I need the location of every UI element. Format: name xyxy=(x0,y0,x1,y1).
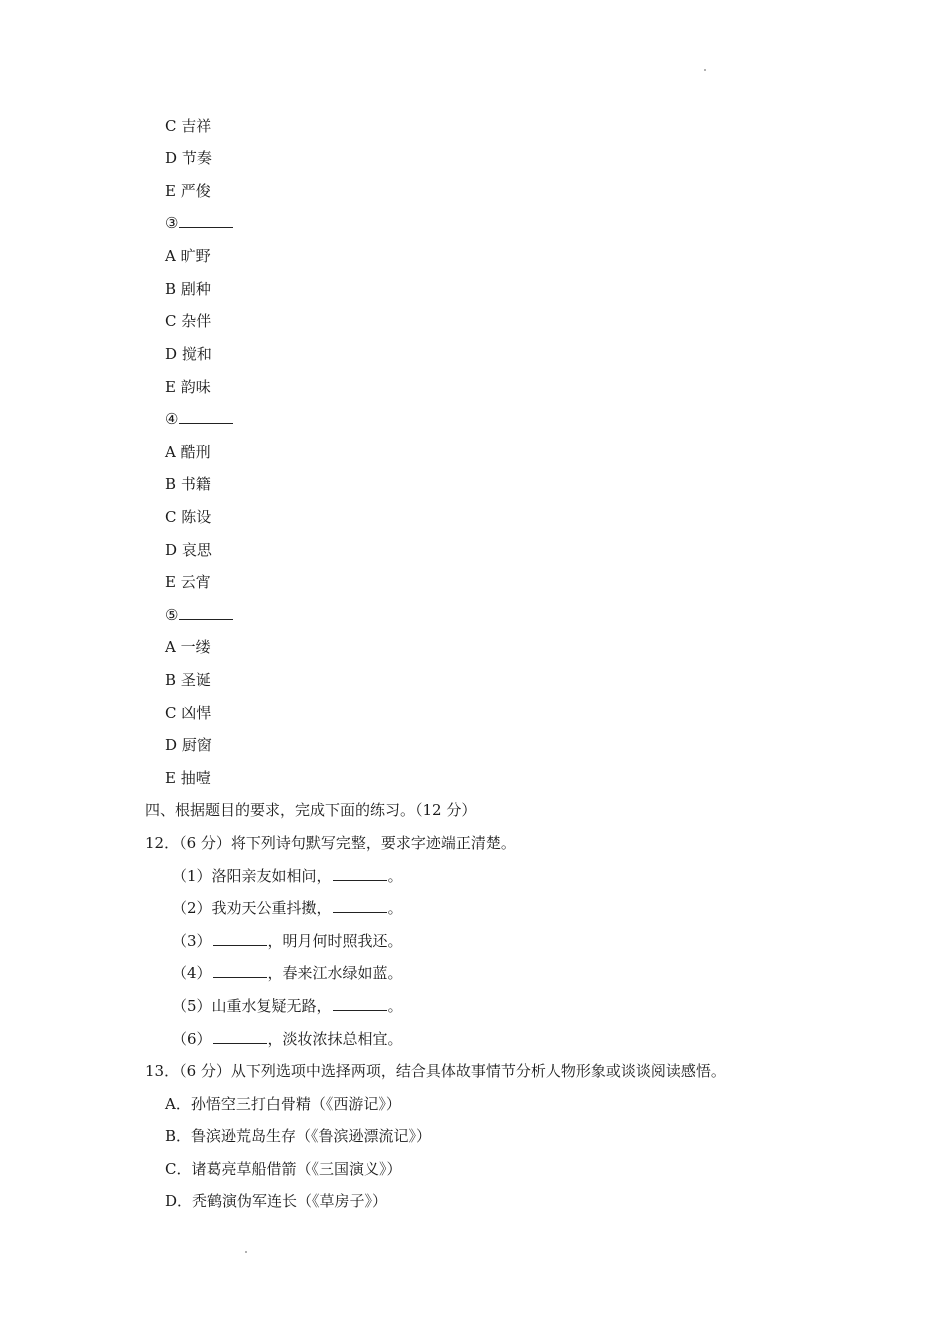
option-c: C 吉祥 xyxy=(165,117,212,135)
option-a: A 一缕 xyxy=(165,638,211,656)
option-b: B 剧种 xyxy=(165,280,211,298)
answer-blank[interactable] xyxy=(333,866,387,881)
option-c: C 陈设 xyxy=(165,508,212,526)
option-e: E 云宵 xyxy=(165,573,211,591)
question-12-stem: 12．（6 分）将下列诗句默写完整，要求字迹端正清楚。 xyxy=(145,834,516,852)
scan-speck xyxy=(704,69,706,71)
poem-line-5: （5）山重水复疑无路， 。 xyxy=(172,997,403,1015)
group-3-marker: ③ xyxy=(165,213,234,233)
option-a: A 酷刑 xyxy=(165,443,211,461)
answer-blank[interactable] xyxy=(213,963,267,978)
answer-blank[interactable] xyxy=(179,213,233,228)
answer-blank[interactable] xyxy=(213,931,267,946)
option-d: D 搅和 xyxy=(165,345,212,363)
group-4-marker: ④ xyxy=(165,409,234,429)
answer-blank[interactable] xyxy=(333,898,387,913)
scan-speck xyxy=(245,1251,247,1253)
option-e: E 抽噎 xyxy=(165,769,211,787)
poem-line-2: （2）我劝天公重抖擞， 。 xyxy=(172,899,403,917)
option-b: B 圣诞 xyxy=(165,671,211,689)
poem-line-6: （6） ，淡妆浓抹总相宜。 xyxy=(172,1030,403,1048)
option-c: C 凶悍 xyxy=(165,704,212,722)
group-5-marker: ⑤ xyxy=(165,605,234,625)
option-d: D 哀思 xyxy=(165,541,212,559)
answer-blank[interactable] xyxy=(179,409,233,424)
answer-blank[interactable] xyxy=(213,1029,267,1044)
choice-a: A．孙悟空三打白骨精（《西游记》） xyxy=(165,1095,401,1113)
option-b: B 书籍 xyxy=(165,475,211,493)
option-d: D 节奏 xyxy=(165,149,212,167)
question-13-stem: 13．（6 分）从下列选项中选择两项，结合具体故事情节分析人物形象或谈谈阅读感悟。 xyxy=(145,1062,726,1080)
option-c: C 杂伴 xyxy=(165,312,212,330)
poem-line-4: （4） ，春来江水绿如蓝。 xyxy=(172,964,403,982)
option-e: E 韵味 xyxy=(165,378,211,396)
section-heading: 四、根据题目的要求，完成下面的练习。（12 分） xyxy=(145,801,477,819)
choice-b: B．鲁滨逊荒岛生存（《鲁滨逊漂流记》） xyxy=(165,1127,432,1145)
poem-line-1: （1）洛阳亲友如相问， 。 xyxy=(172,867,403,885)
poem-line-3: （3） ，明月何时照我还。 xyxy=(172,932,403,950)
choice-d: D．秃鹤演伪军连长（《草房子》） xyxy=(165,1192,388,1210)
option-a: A 旷野 xyxy=(165,247,211,265)
option-d: D 厨窗 xyxy=(165,736,212,754)
option-e: E 严俊 xyxy=(165,182,211,200)
answer-blank[interactable] xyxy=(333,996,387,1011)
choice-c: C．诸葛亮草船借箭（《三国演义》） xyxy=(165,1160,402,1178)
answer-blank[interactable] xyxy=(179,605,233,620)
